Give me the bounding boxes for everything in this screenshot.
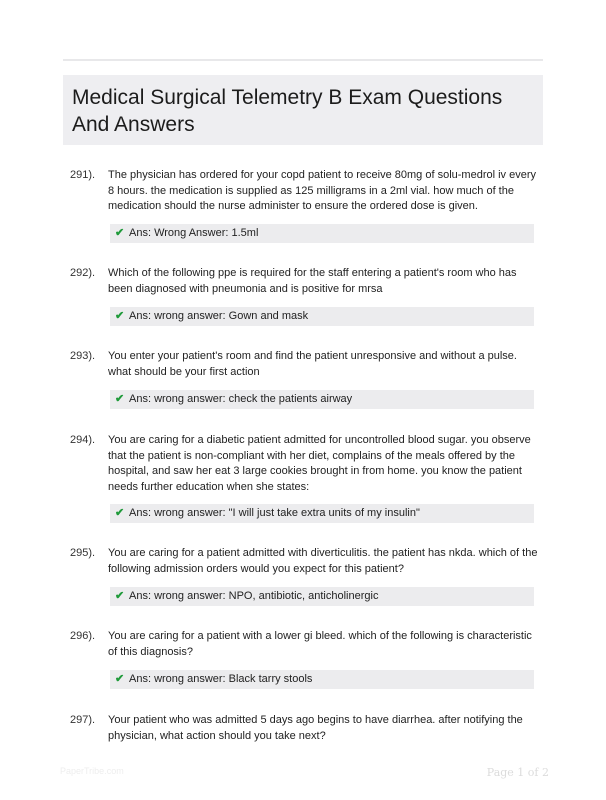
answer-text: Ans: wrong answer: check the patients airway (129, 393, 353, 405)
check-icon: ✔ (115, 507, 125, 519)
question-number: 296). (70, 630, 96, 642)
check-icon: ✔ (115, 227, 125, 239)
question-text: You enter your patient's room and find the patient unresponsive and without a pulse. what should be your first action (108, 350, 517, 378)
answer-box (110, 670, 534, 689)
question-number: 297). (70, 714, 96, 726)
question-text: Which of the following ppe is required for the staff entering a patient's room who has been diagnosed with pneumonia and is positive for mrsa (108, 267, 517, 295)
answer-box (110, 587, 534, 606)
check-icon: ✔ (115, 310, 125, 322)
question-text: You are caring for a patient with a lower gi bleed. which of the following is characteristic of this diagnosis? (108, 630, 532, 658)
question-number: 293). (70, 350, 96, 362)
page-indicator: Page 1 of 2 (486, 766, 549, 779)
answer-text: Ans: Wrong Answer: 1.5ml (129, 227, 259, 239)
answer-text: Ans: wrong answer: Black tarry stools (129, 673, 313, 685)
answer-box (110, 504, 534, 523)
title-banner (63, 75, 543, 145)
check-icon: ✔ (115, 673, 125, 685)
question-text: The physician has ordered for your copd patient to receive 80mg of solu-medrol iv every 8 hours. the medication is supplied as 125 milligrams in a 2ml vial. how much of the medication should the nurse administer to ensure the ordered dose is given. (108, 169, 536, 212)
question-number: 295). (70, 547, 96, 559)
check-icon: ✔ (115, 590, 125, 602)
question-text: Your patient who was admitted 5 days ago begins to have diarrhea. after notifying the physician, what action should you take next? (108, 714, 523, 742)
question-number: 291). (70, 169, 96, 181)
answer-text: Ans: wrong answer: "I will just take extra units of my insulin" (129, 507, 420, 519)
check-icon: ✔ (115, 393, 125, 405)
answer-text: Ans: wrong answer: Gown and mask (129, 310, 309, 322)
footer-watermark: PaperTribe.com (60, 766, 124, 776)
answer-text: Ans: wrong answer: NPO, antibiotic, anticholinergic (129, 590, 379, 602)
answer-box (110, 307, 534, 326)
question-number: 294). (70, 434, 96, 446)
top-divider (63, 59, 543, 61)
question-text: You are caring for a diabetic patient admitted for uncontrolled blood sugar. you observe that the patient is non-compliant with her diet, complains of the meals offered by the hospital, and saw her eat 3 large cookies brought in from home. you know the patient needs further education when she states: (108, 434, 531, 493)
question-number: 292). (70, 267, 96, 279)
page-title: Medical Surgical Telemetry B Exam Questions And Answers (72, 86, 503, 136)
answer-box (110, 224, 534, 243)
answer-box (110, 390, 534, 409)
question-text: You are caring for a patient admitted with diverticulitis. the patient has nkda. which of the following admission orders would you expect for this patient? (108, 547, 538, 575)
